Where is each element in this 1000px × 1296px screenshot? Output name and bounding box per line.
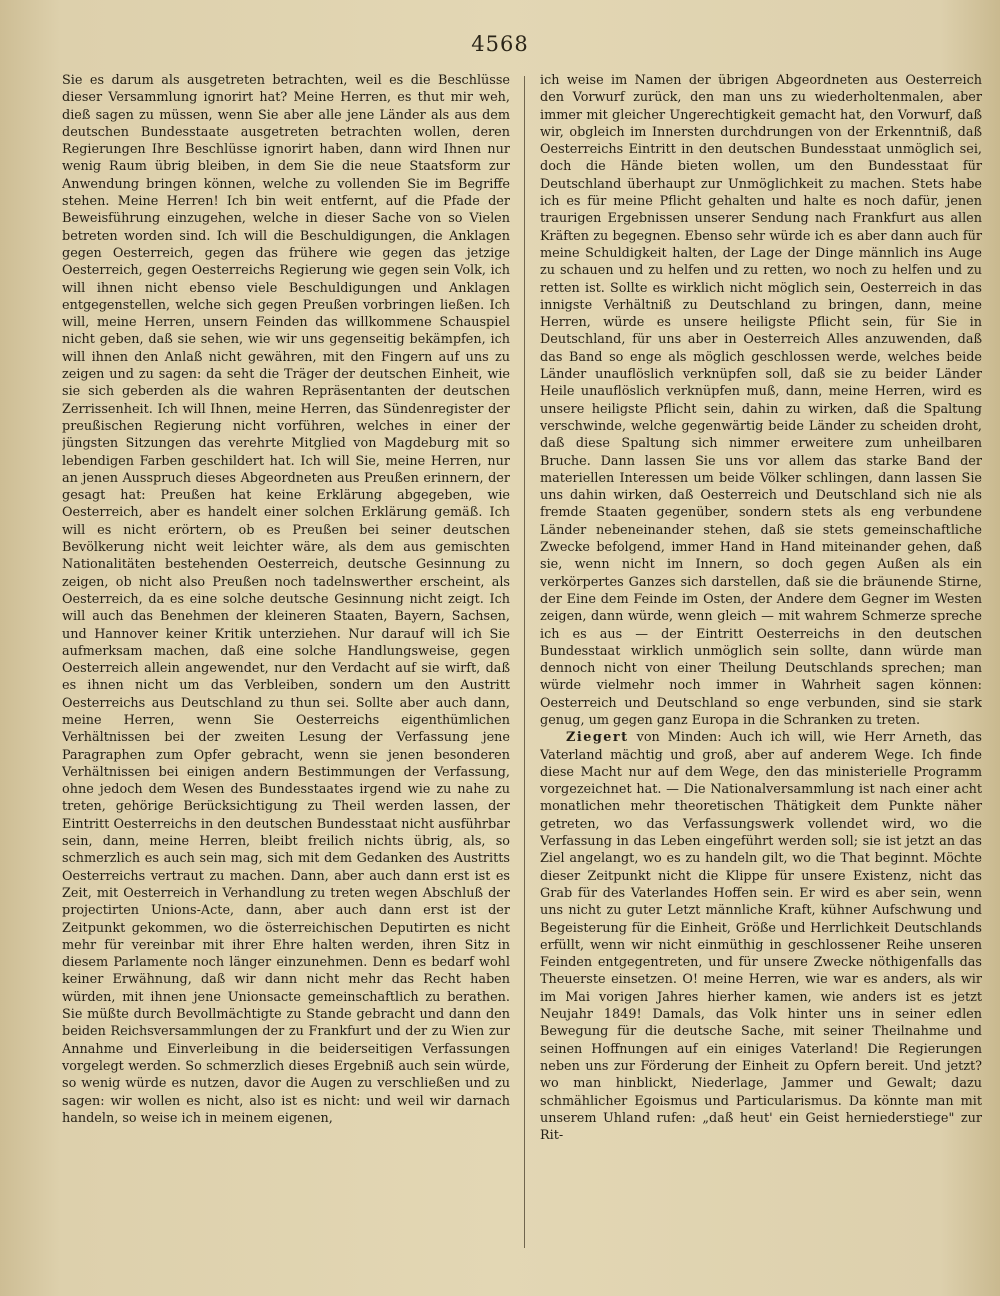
right-paragraph: ich weise im Namen der übrigen Abgeordneten aus Oesterreich den Vorwurf zurück, den man uns zu wiederholtenmalen, aber immer mit gleicher Ungerechtigkeit gemacht hat, den Vorwurf, daß wir, obgleich im Innersten durchdrungen von der Erkenntniß, daß Oesterreichs Eintritt in den deutschen Bundesstaat unmöglich sei, doch die Hände bieten wollen, um den Bundesstaat für Deutschland überhaupt zur Unmöglichkeit zu machen. Stets habe ich es für meine Pflicht gehalten und halte es noch dafür, jenen traurigen Ergebnissen unserer Sendung nach Frankfurt aus allen Kräften zu begegnen. Ebenso sehr würde ich es aber dann auch für meine Schuldigkeit halten, der Lage der Dinge männlich ins Auge zu schauen und zu helfen und zu retten, wo noch zu helfen und zu retten ist. Sollte es wirklich nicht möglich sein, Oesterreich in das innigste Verhältniß zu Deutschland zu bringen, dann, meine Herren, würde es unsere heiligste Pflicht sein, für Sie in Deutschland, für uns aber in Oesterreich Alles anzuwenden, daß das Band so enge als möglich geschlossen werde, welches beide Länder unauflöslich verknüpfen soll, daß sie zu beider Länder Heile unauflöslich verknüpfen muß, dann, meine Herren, wird es unsere heiligste Pflicht sein, dahin zu wirken, daß die Spaltung verschwinde, welche gegenwärtig beide Länder zu scheiden droht, daß diese Spaltung sich nimmer erweitere zum unheilbaren Bruche. Dann lassen Sie uns vor allem das starke Band der materiellen Interessen um beide Völker schlingen, dann lassen Sie uns dahin wirken, daß Oesterreich und Deutschland sich nie als fremde Staaten gegenüber, sondern stets als eng verbundene Länder nebeneinander stehen, daß sie stets gemeinschaftliche Zwecke befolgend, immer Hand in Hand miteinander gehen, daß sie, wenn nicht im Innern, so doch gegen Außen als ein verkörpertes Ganzes sich darstellen, daß sie die bräunende Stirne, der Eine dem Feinde im Osten, der Andere dem Gegner im Westen zeigen, dann würde, wenn gleich — mit wahrem Schmerze spreche ich es aus — der Eintritt Oesterreichs in den deutschen Bundesstaat wirklich unmöglich sein sollte, dann würde man dennoch nicht von einer Theilung Deutschlands sprechen; man würde vielmehr noch immer in Wahrheit sagen können: Oesterreich und Deutschland so enge verbunden, sind sie stark genug, um gegen ganz Europa in die Schranken zu treten. [540,73,982,728]
right-column [540,72,982,1258]
left-paragraph: Sie es darum als ausgetreten betrachten, weil es die Beschlüsse dieser Versammlung ignorirt hat? Meine Herren, es thut mir weh, dieß sagen zu müssen, wenn Sie aber alle jene Länder als aus dem deutschen Bundesstaate ausgetreten betrachten wollen, deren Regierungen Ihre Beschlüsse ignorirt haben, dann wird Ihnen nur wenig Raum übrig bleiben, in dem Sie die neue Staatsform zur Anwendung bringen können, welche zu vollenden Sie im Begriffe stehen. Meine Herren! Ich bin weit entfernt, auf die Pfade der Beweisführung einzugehen, welche in dieser Sache von so Vielen betreten worden sind. Ich will die Beschuldigungen, die Anklagen gegen Oesterreich, gegen das frühere wie gegen das jetzige Oesterreich, gegen Oesterreichs Regierung wie gegen sein Volk, ich will ihnen nicht ebenso viele Beschuldigungen und Anklagen entgegenstellen, welche sich gegen Preußen vorbringen ließen. Ich will, meine Herren, unsern Feinden das willkommene Schauspiel nicht geben, daß sie sehen, wie wir uns gegenseitig bekämpfen, ich will ihnen den Anlaß nicht gewähren, mit den Fingern auf uns zu zeigen und zu sagen: da seht die Träger der deutschen Einheit, wie sie sich geberden als die wahren Repräsentanten der deutschen Zerrissenheit. Ich will Ihnen, meine Herren, das Sündenregister der preußischen Regierung nicht vorführen, welches in einer der jüngsten Sitzungen das verehrte Mitglied von Magdeburg mit so lebendigen Farben geschildert hat. Ich will Sie, meine Herren, nur an jenen Ausspruch dieses Abgeordneten aus Preußen erinnern, der gesagt hat: Preußen hat keine Erklärung abgegeben, wie Oesterreich, aber es handelt einer solchen Erklärung gemäß. Ich will es nicht erörtern, ob es Preußen bei seiner deutschen Bevölkerung nicht weit leichter wäre, als dem aus gemischten Nationalitäten bestehenden Oesterreich, deutsche Gesinnung zu zeigen, ob nicht also Preußen noch tadelnswerther erscheint, als Oesterreich, da es eine solche deutsche Gesinnung nicht zeigt. Ich will auch das Benehmen der kleineren Staaten, Bayern, Sachsen, und Hannover keiner Kritik unterziehen. Nur darauf will ich Sie aufmerksam machen, daß eine solche Handlungsweise, gegen Oesterreich allein angewendet, nur den Verdacht auf sie wirft, daß es ihnen nicht um das Verbleiben, sondern um den Austritt Oesterreichs aus Deutschland zu thun sei. Sollte aber auch dann, meine Herren, wenn Sie Oesterreichs eigenthümlichen Verhältnissen bei der zweiten Lesung der Verfassung jene Paragraphen zum Opfer gebracht, wenn sie jenen besonderen Verhältnissen bei einigen andern Bestimmungen der Verfassung, ohne jedoch dem Wesen des Bundesstaates irgend wie zu nahe zu treten, gehörige Berücksichtigung zu Theil werden lassen, der Eintritt Oesterreichs in den deutschen Bundesstaat nicht ausführbar sein, dann, meine Herren, bleibt freilich nichts übrig, als, so schmerzlich es auch sein mag, sich mit dem Gedanken des Austritts Oesterreichs vertraut zu machen. Dann, aber auch dann erst ist es Zeit, mit Oesterreich in Verhandlung zu treten wegen Abschluß der projectirten Unions-Acte, dann, aber auch dann erst ist der Zeitpunkt gekommen, wo die österreichischen Deputirten es nicht mehr für vereinbar mit ihrer Ehre halten werden, ihren Sitz in diesem Parlamente noch länger einzunehmen. Denn es bedarf wohl keiner Erwähnung, daß wir dann nicht mehr das Recht haben würden, mit ihnen jene Unionsacte gemeinschaftlich zu berathen. Sie müßte durch Bevollmächtigte zu Stande gebracht und dann den beiden Reichsversammlungen der zu Frankfurt und der zu Wien zur Annahme und Einverleibung in die beiderseitigen Verfassungen vorgelegt werden. So schmerzlich dieses Ergebniß auch sein würde, so wenig würde es nutzen, davor die Augen zu verschließen und zu sagen: wir wollen es nicht, also ist es nicht: und weil wir darnach handeln, so weise ich in meinem eigenen, [62,73,510,1126]
speaker-name: Ziegert [566,730,629,746]
left-column [62,72,510,1258]
column-divider [524,76,525,1248]
page-number: 4568 [471,32,529,56]
speech-text: von Minden: Auch ich will, wie Herr Arneth, das Vaterland mächtig und groß, aber auf anderem Wege. Ich finde diese Macht nur auf dem Wege, den das ministerielle Programm vorgezeichnet hat. — Die Nationalversammlung ist nach einer acht monatlichen mehr theoretischen Thätigkeit dem Punkte näher getreten, wo das Verfassungswerk vollendet wird, wo die Verfassung in das Leben eingeführt werden soll; sie ist jetzt an das Ziel angelangt, wo es zu handeln gilt, wo die That beginnt. Möchte dieser Zeitpunkt nicht die Klippe für unsere Existenz, nicht das Grab für des Vaterlandes Hoffen sein. Er wird es aber sein, wenn uns nicht zu guter Letzt männliche Kraft, kühner Aufschwung und Begeisterung für die Einheit, Größe und Herrlichkeit Deutschlands erfüllt, wenn wir nicht einmüthig in geschlossener Reihe unseren Feinden entgegentreten, und für unsere Zwecke nöthigenfalls das Theuerste einsetzen. O! meine Herren, wie war es anders, als wir im Mai vorigen Jahres hierher kamen, wie anders ist es jetzt Neujahr 1849! Damals, das Volk hinter uns in seiner edlen Bewegung für die deutsche Sache, mit seiner Theilnahme und seinen Hoffnungen auf ein einiges Vaterland! Die Regierungen neben uns zur Förderung der Einheit zu Opfern bereit. Und jetzt? wo man hinblickt, Niederlage, Jammer und Gewalt; dazu schmählicher Egoismus und Particularismus. Da könnte man mit unserem Uhland rufen: „daß heut' ein Geist herniederstiege" zur Rit- [540,730,982,1144]
speech-paragraph [540,729,982,1144]
